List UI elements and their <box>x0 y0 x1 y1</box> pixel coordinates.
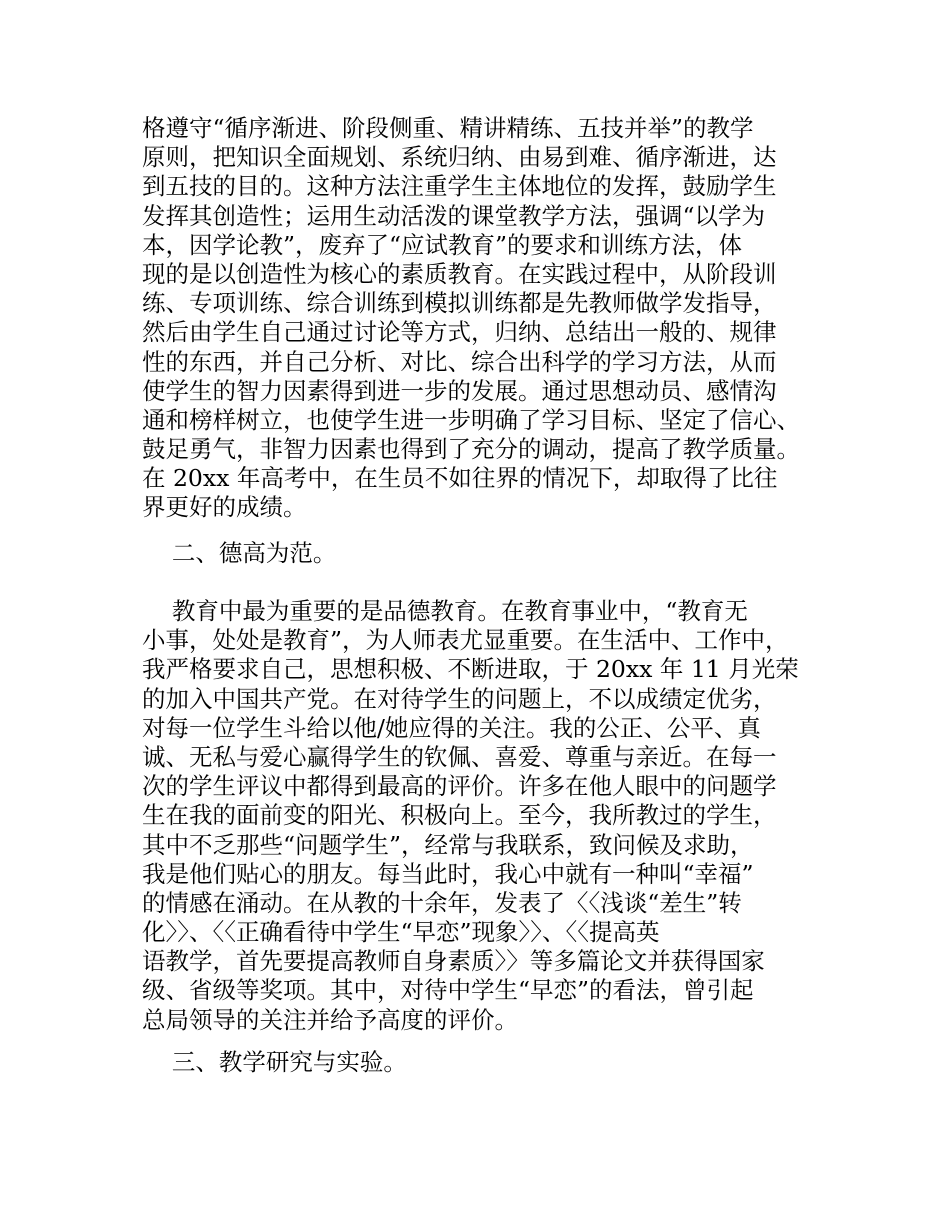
text-line: 生在我的面前变的阳光、积极向上。至今，我所教过的学生， <box>142 801 777 830</box>
text-line: 我严格要求自己，思想积极、不断进取，于 20xx 年 11 月光荣 <box>142 655 799 684</box>
text-line: 性的东西，并自己分析、对比、综合出科学的学习方法，从而 <box>142 347 777 376</box>
text-line: 然后由学生自己通过讨论等方式，归纳、总结出一般的、规律 <box>142 318 777 347</box>
text-line: 总局领导的关注并给予高度的评价。 <box>142 1005 518 1034</box>
paragraph-moral-education <box>142 597 832 1035</box>
text-line: 诚、无私与爱心赢得学生的钦佩、喜爱、尊重与亲近。在每一 <box>142 742 777 771</box>
section-heading-text: 三、教学研究与实验。 <box>142 1048 407 1076</box>
text-line: 语教学，首先要提高教师自身素质〉〉等多篇论文并获得国家 <box>142 947 765 976</box>
text-line: 通和榜样树立，也使学生进一步明确了学习目标、坚定了信心、 <box>142 405 800 434</box>
text-line: 次的学生评议中都得到最高的评价。许多在他人眼中的问题学 <box>142 772 777 801</box>
text-line: 在 20xx 年高考中，在生员不如往界的情况下，却取得了比往 <box>142 464 778 493</box>
text-line: 原则，把知识全面规划、系统归纳、由易到难、循序渐进，达 <box>142 143 777 172</box>
text-line: 教育中最为重要的是品德教育。在教育事业中，“教育无 <box>142 597 748 625</box>
text-line: 化〉〉、〈〈正确看待中学生“早恋”现象〉〉、〈〈提高英 <box>142 918 660 947</box>
section-heading-research <box>142 1048 832 1077</box>
text-line: 本，因学论教”，废弃了“应试教育”的要求和训练方法，体 <box>142 230 743 259</box>
text-line: 我是他们贴心的朋友。每当此时，我心中就有一种叫“幸福” <box>142 859 754 888</box>
section-heading-moral <box>142 539 832 568</box>
text-line: 其中不乏那些“问题学生”，经常与我联系，致问候及求助， <box>142 830 754 859</box>
text-line: 的加入中国共产党。在对待学生的问题上，不以成绩定优劣， <box>142 684 777 713</box>
text-line: 鼓足勇气，非智力因素也得到了充分的调动，提高了教学质量。 <box>142 435 800 464</box>
section-heading-text: 二、德高为范。 <box>142 539 337 567</box>
text-line: 级、省级等奖项。其中，对待中学生“早恋”的看法，曾引起 <box>142 976 754 1005</box>
text-line: 对每一位学生斗给以他/她应得的关注。我的公正、公平、真 <box>142 713 761 742</box>
text-line: 的情感在涌动。在从教的十余年，发表了〈〈浅谈“差生”转 <box>142 888 742 917</box>
text-line: 格遵守“循序渐进、阶段侧重、精讲精练、五技并举”的教学 <box>142 114 754 142</box>
text-line: 界更好的成绩。 <box>142 493 307 522</box>
text-line: 练、专项训练、综合训练到模拟训练都是先教师做学发指导， <box>142 289 777 318</box>
text-line: 到五技的目的。这种方法注重学生主体地位的发挥，鼓励学生 <box>142 172 777 201</box>
paragraph-teaching-method <box>142 114 832 523</box>
text-line: 发挥其创造性；运用生动活泼的课堂教学方法，强调“以学为 <box>142 201 766 230</box>
text-line: 现的是以创造性为核心的素质教育。在实践过程中，从阶段训 <box>142 259 777 288</box>
text-line: 使学生的智力因素得到进一步的发展。通过思想动员、感情沟 <box>142 376 777 405</box>
text-line: 小事，处处是教育”，为人师表尤显重要。在生活中、工作中， <box>142 626 789 655</box>
